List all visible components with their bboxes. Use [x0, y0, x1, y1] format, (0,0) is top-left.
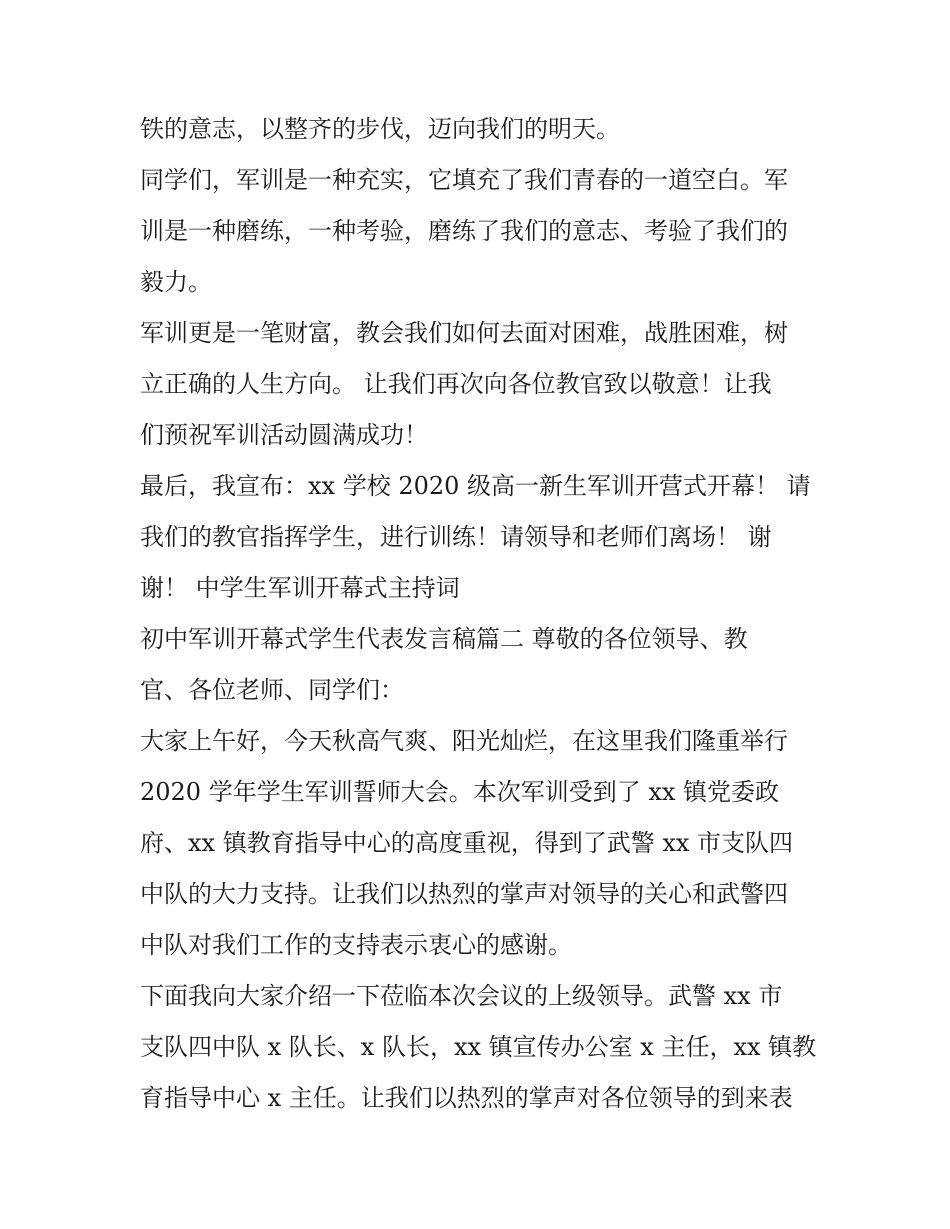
text-line-15: 府、xx 镇教育指导中心的高度重视，得到了武警 xx 市支队四	[140, 829, 794, 857]
text-line-4: 毅力。	[140, 268, 212, 296]
text-line-9: 我们的教官指挥学生，进行训练！请领导和老师们离场！ 谢	[140, 523, 772, 551]
text-line-14: 2020 学年学生军训誓师大会。本次军训受到了 xx 镇党委政	[140, 778, 780, 806]
text-line-11: 初中军训开幕式学生代表发言稿篇二 尊敬的各位领导、教	[140, 625, 748, 653]
text-line-20: 育指导中心 x 主任。让我们以热烈的掌声对各位领导的到来表	[140, 1084, 793, 1112]
text-line-18: 下面我向大家介绍一下莅临本次会议的上级领导。武警 xx 市	[140, 982, 783, 1010]
text-line-6: 立正确的人生方向。 让我们再次向各位教官致以敬意！让我	[140, 370, 772, 398]
text-line-13: 大家上午好，今天秋高气爽、阳光灿烂，在这里我们隆重举行	[140, 727, 788, 755]
text-line-7: 们预祝军训活动圆满成功！	[140, 421, 428, 449]
body-text	[140, 104, 830, 1124]
text-line-5: 军训更是一笔财富，教会我们如何去面对困难，战胜困难，树	[140, 319, 788, 347]
text-line-2: 同学们，军训是一种充实，它填充了我们青春的一道空白。军	[140, 166, 788, 194]
text-line-19: 支队四中队 x 队长、x 队长，xx 镇宣传办公室 x 主任，xx 镇教	[140, 1033, 817, 1061]
text-line-8: 最后，我宣布：xx 学校 2020 级高一新生军训开营式开幕！ 请	[140, 472, 811, 500]
text-line-12: 官、各位老师、同学们：	[140, 676, 404, 704]
text-line-3: 训是一种磨练，一种考验，磨练了我们的意志、考验了我们的	[140, 217, 788, 245]
text-line-10: 谢！ 中学生军训开幕式主持词	[140, 574, 460, 602]
text-line-1: 铁的意志，以整齐的步伐，迈向我们的明天。	[140, 115, 620, 143]
text-line-17: 中队对我们工作的支持表示衷心的感谢。	[140, 931, 572, 959]
text-line-16: 中队的大力支持。让我们以热烈的掌声对领导的关心和武警四	[140, 880, 788, 908]
